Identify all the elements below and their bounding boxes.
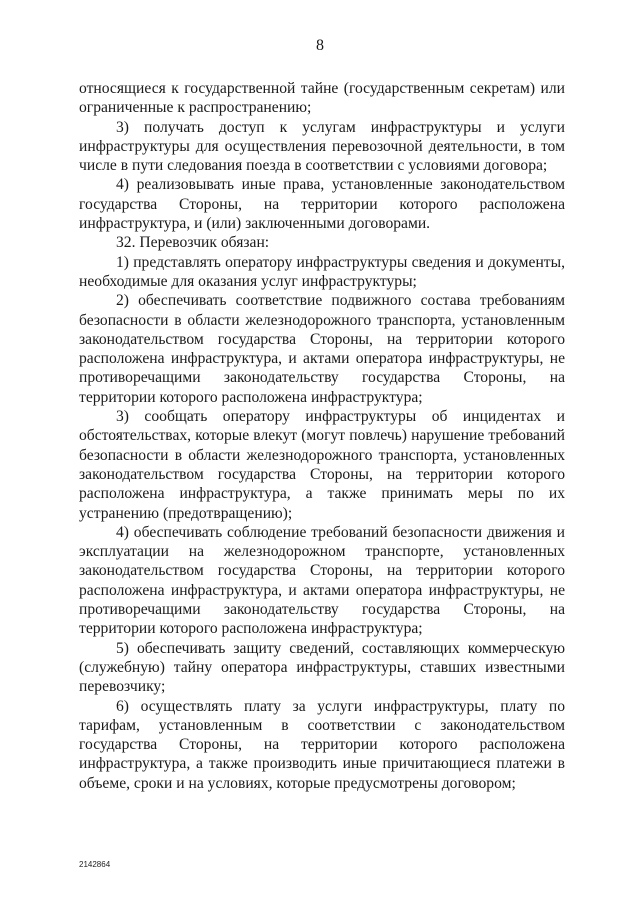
page-number: 8 bbox=[316, 37, 324, 54]
paragraph-obligation-1: 1) представлять оператору инфраструктуры сведения и документы, необходимые для оказания услуг инфраструктуры; bbox=[79, 253, 565, 290]
paragraph-continuation: относящиеся к государственной тайне (государственным секретам) или ограниченные к распространению; bbox=[79, 80, 565, 117]
paragraph-obligation-4: 4) обеспечивать соблюдение требований безопасности движения и эксплуатации на железнодорожном транспорте, установленных законодательством государства Стороны, на территории которого расположена инфраструктура, и актами оператора инфраструктуры, не противоречащими законодательству государства Стороны, на территории которого расположена инфраструктура; bbox=[79, 523, 565, 638]
section-32-heading: 32. Перевозчик обязан: bbox=[116, 234, 270, 252]
document-code: 2142864 bbox=[79, 860, 111, 869]
paragraph-obligation-6: 6) осуществлять плату за услуги инфраструктуры, плату по тарифам, установленным в соответствии с законодательством государства Стороны, на территории которого расположена инфраструктура, а также производить иные причитающиеся платежи в объеме, сроки и на условиях, которые предусмотрены договором; bbox=[79, 697, 565, 792]
paragraph-item-4-rights: 4) реализовывать иные права, установленные законодательством государства Стороны, на территории которого расположена инфраструктура, и (или) заключенными договорами. bbox=[79, 176, 565, 233]
paragraph-obligation-5: 5) обеспечивать защиту сведений, составляющих коммерческую (служебную) тайну оператора инфраструктуры, ставших известными перевозчику; bbox=[79, 639, 565, 696]
paragraph-obligation-2: 2) обеспечивать соответствие подвижного состава требованиям безопасности в области железнодорожного транспорта, установленным законодательством государства Стороны, на территории которого расположена инфраструктура, и актами оператора инфраструктуры, не противоречащими законодательству государства Стороны, на территории которого расположена инфраструктура; bbox=[79, 292, 565, 406]
document-body bbox=[79, 79, 565, 793]
paragraph-item-3-rights: 3) получать доступ к услугам инфраструктуры и услуги инфраструктуры для осуществления перевозочной деятельности, в том числе в пути следования поезда в соответствии с условиями договора; bbox=[79, 118, 565, 175]
paragraph-obligation-3: 3) сообщать оператору инфраструктуры об инцидентах и обстоятельствах, которые влекут (могут повлечь) нарушение требований безопасности в области железнодорожного транспорта, установленных законодательством государства Стороны, на территории которого расположена инфраструктура, а также принимать меры по их устранению (предотвращению); bbox=[79, 408, 565, 522]
